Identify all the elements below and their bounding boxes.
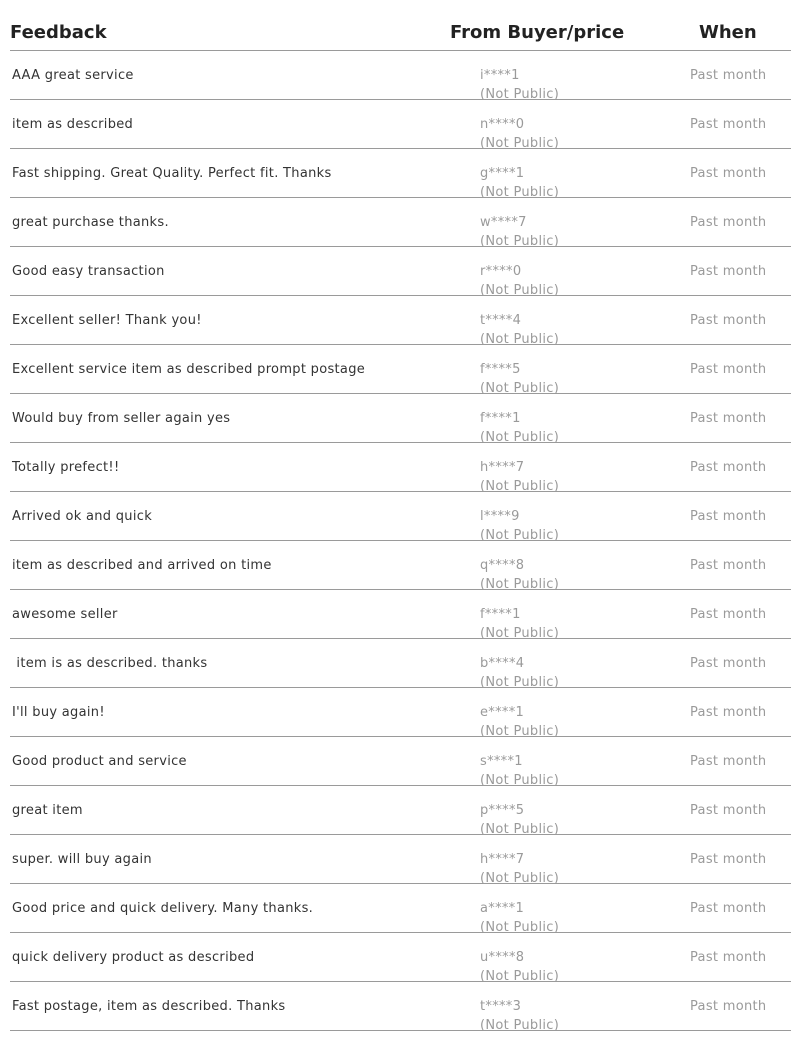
price-visibility: (Not Public) <box>480 332 560 347</box>
buyer-id: n****0 <box>480 117 525 132</box>
table-row <box>10 688 791 737</box>
feedback-when: Past month <box>690 313 767 328</box>
table-row <box>10 835 791 884</box>
table-row <box>10 198 791 247</box>
buyer-id: w****7 <box>480 215 527 230</box>
buyer-id: q****8 <box>480 558 525 573</box>
header-when: When <box>699 22 757 43</box>
table-row <box>10 737 791 786</box>
buyer-id: i****1 <box>480 68 520 83</box>
feedback-when: Past month <box>690 362 767 377</box>
price-visibility: (Not Public) <box>480 430 560 445</box>
buyer-id: g****1 <box>480 166 525 181</box>
feedback-when: Past month <box>690 803 767 818</box>
feedback-comment: Good easy transaction <box>12 264 165 279</box>
price-visibility: (Not Public) <box>480 136 560 151</box>
feedback-when: Past month <box>690 852 767 867</box>
table-row <box>10 247 791 296</box>
price-visibility: (Not Public) <box>480 675 560 690</box>
table-row <box>10 149 791 198</box>
buyer-id: r****0 <box>480 264 522 279</box>
buyer-id: t****3 <box>480 999 522 1014</box>
buyer-id: b****4 <box>480 656 525 671</box>
feedback-comment: Good product and service <box>12 754 187 769</box>
feedback-comment: I'll buy again! <box>12 705 105 720</box>
table-row <box>10 100 791 149</box>
header-feedback: Feedback <box>10 22 107 43</box>
buyer-id: a****1 <box>480 901 525 916</box>
feedback-when: Past month <box>690 656 767 671</box>
feedback-comment: item is as described. thanks <box>12 656 208 671</box>
table-row <box>10 884 791 933</box>
price-visibility: (Not Public) <box>480 87 560 102</box>
buyer-id: u****8 <box>480 950 525 965</box>
buyer-id: p****5 <box>480 803 525 818</box>
feedback-comment: Fast shipping. Great Quality. Perfect fit. Thanks <box>12 166 332 181</box>
feedback-when: Past month <box>690 117 767 132</box>
buyer-id: s****1 <box>480 754 523 769</box>
price-visibility: (Not Public) <box>480 969 560 984</box>
buyer-id: t****4 <box>480 313 522 328</box>
price-visibility: (Not Public) <box>480 920 560 935</box>
feedback-comment: item as described <box>12 117 134 132</box>
feedback-comment: awesome seller <box>12 607 118 622</box>
buyer-id: f****1 <box>480 607 521 622</box>
buyer-id: f****1 <box>480 411 521 426</box>
buyer-id: f****5 <box>480 362 521 377</box>
price-visibility: (Not Public) <box>480 626 560 641</box>
feedback-comment: AAA great service <box>12 68 134 83</box>
price-visibility: (Not Public) <box>480 724 560 739</box>
table-header <box>10 0 791 51</box>
feedback-when: Past month <box>690 901 767 916</box>
table-row <box>10 590 791 639</box>
table-row <box>10 51 791 100</box>
feedback-when: Past month <box>690 754 767 769</box>
table-row <box>10 345 791 394</box>
table-row <box>10 296 791 345</box>
price-visibility: (Not Public) <box>480 479 560 494</box>
buyer-id: h****7 <box>480 852 525 867</box>
feedback-comment: great purchase thanks. <box>12 215 169 230</box>
feedback-when: Past month <box>690 509 767 524</box>
feedback-when: Past month <box>690 68 767 83</box>
price-visibility: (Not Public) <box>480 381 560 396</box>
feedback-when: Past month <box>690 558 767 573</box>
feedback-when: Past month <box>690 166 767 181</box>
price-visibility: (Not Public) <box>480 234 560 249</box>
buyer-id: h****7 <box>480 460 525 475</box>
feedback-when: Past month <box>690 264 767 279</box>
table-row <box>10 982 791 1031</box>
table-row <box>10 639 791 688</box>
price-visibility: (Not Public) <box>480 822 560 837</box>
price-visibility: (Not Public) <box>480 185 560 200</box>
header-buyer-price: From Buyer/price <box>450 22 625 43</box>
feedback-comment: Would buy from seller again yes <box>12 411 231 426</box>
table-body <box>10 51 791 1031</box>
buyer-id: l****9 <box>480 509 520 524</box>
feedback-comment: quick delivery product as described <box>12 950 255 965</box>
feedback-when: Past month <box>690 411 767 426</box>
feedback-table <box>10 0 791 1031</box>
feedback-comment: item as described and arrived on time <box>12 558 272 573</box>
table-row <box>10 443 791 492</box>
feedback-comment: super. will buy again <box>12 852 152 867</box>
table-row <box>10 786 791 835</box>
feedback-when: Past month <box>690 215 767 230</box>
feedback-when: Past month <box>690 950 767 965</box>
feedback-when: Past month <box>690 607 767 622</box>
price-visibility: (Not Public) <box>480 528 560 543</box>
table-row <box>10 394 791 443</box>
feedback-comment: Fast postage, item as described. Thanks <box>12 999 286 1014</box>
feedback-comment: Good price and quick delivery. Many thanks. <box>12 901 314 916</box>
feedback-comment: Excellent seller! Thank you! <box>12 313 202 328</box>
buyer-id: e****1 <box>480 705 525 720</box>
price-visibility: (Not Public) <box>480 773 560 788</box>
price-visibility: (Not Public) <box>480 577 560 592</box>
feedback-when: Past month <box>690 999 767 1014</box>
feedback-comment: Arrived ok and quick <box>12 509 153 524</box>
feedback-comment: Totally prefect!! <box>12 460 120 475</box>
price-visibility: (Not Public) <box>480 871 560 886</box>
feedback-comment: great item <box>12 803 83 818</box>
table-row <box>10 492 791 541</box>
feedback-when: Past month <box>690 705 767 720</box>
table-row <box>10 933 791 982</box>
feedback-comment: Excellent service item as described prompt postage <box>12 362 366 377</box>
price-visibility: (Not Public) <box>480 1018 560 1033</box>
table-row <box>10 541 791 590</box>
feedback-when: Past month <box>690 460 767 475</box>
price-visibility: (Not Public) <box>480 283 560 298</box>
